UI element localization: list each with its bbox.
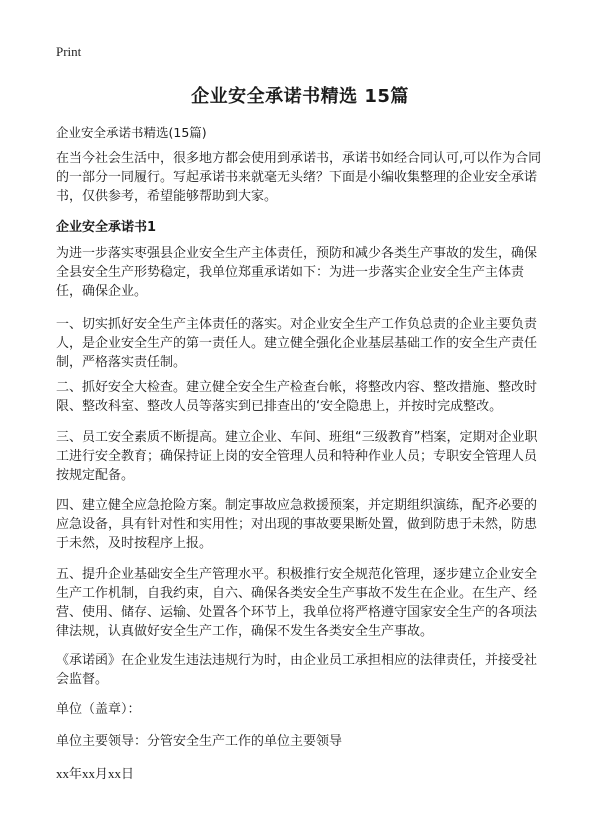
print-label: Print bbox=[56, 44, 82, 59]
document-title: 企业安全承诺书精选 15篇 bbox=[191, 86, 409, 107]
body-paragraph-2: 一、切实抓好安全生产主体责任的落实。对企业安全生产工作负总责的企业主要负责人，是企业安全生产的第一责任人。建立健全强化企业基层基础工作的安全生产责任制，严格落实责任制。 bbox=[56, 317, 538, 370]
unit-leader-line: 单位主要领导：分管安全生产工作的单位主要领导 bbox=[56, 734, 343, 749]
body-paragraph-7: 《承诺函》在企业发生违法违规行为时，由企业员工承担相应的法律责任，并接受社会监督。 bbox=[56, 653, 538, 687]
body-paragraph-5: 四、建立健全应急抢险方案。制定事故应急救援预案，并定期组织演练，配齐必要的应急设备，具有针对性和实用性；对出现的事故要果断处置，做到防患于未然，防患于未然，及时按程序上报。 bbox=[56, 498, 538, 551]
document-subtitle: 企业安全承诺书精选(15篇) bbox=[56, 125, 207, 140]
section-heading: 企业安全承诺书1 bbox=[56, 220, 157, 235]
body-paragraph-3: 二、抓好安全大检查。建立健全安全生产检查台帐，将整改内容、整改措施、整改时限、整改科室、整改人员等落实到已排查出的‘安全隐患上，并按时完成整改。 bbox=[56, 380, 538, 414]
unit-seal-line: 单位（盖章）： bbox=[56, 702, 141, 717]
body-paragraph-4: 三、员工安全素质不断提高。建立企业、车间、班组“三级教育”档案，定期对企业职工进行安全教育；确保持证上岗的安全管理人员和特种作业人员；专职安全管理人员按规定配备。 bbox=[56, 430, 538, 483]
date-line: xx年xx月xx日 bbox=[56, 766, 135, 781]
body-paragraph-1: 为进一步落实枣强县企业安全生产主体责任，预防和减少各类生产事故的发生，确保全县安全生产形势稳定，我单位郑重承诺如下：为进一步落实企业安全生产主体责任，确保企业。 bbox=[56, 246, 538, 299]
intro-paragraph: 在当今社会生活中，很多地方都会使用到承诺书，承诺书如经合同认可,可以作为合同的一部分一同履行。写起承诺书来就毫无头绪？下面是小编收集整理的企业安全承诺书，仅供参考，希望能够帮助到大家。 bbox=[56, 151, 542, 204]
body-paragraph-6: 五、提升企业基础安全生产管理水平。积极推行安全规范化管理，逐步建立企业安全生产工作机制，自我约束，自六、确保各类安全生产事故不发生在企业。在生产、经营、使用、储存、运输、处置各个环节上，我单位将严格遵守国家安全生产的各项法律法规，认真做好安全生产工作，确保不发生各类安全生产事故。 bbox=[56, 567, 538, 639]
